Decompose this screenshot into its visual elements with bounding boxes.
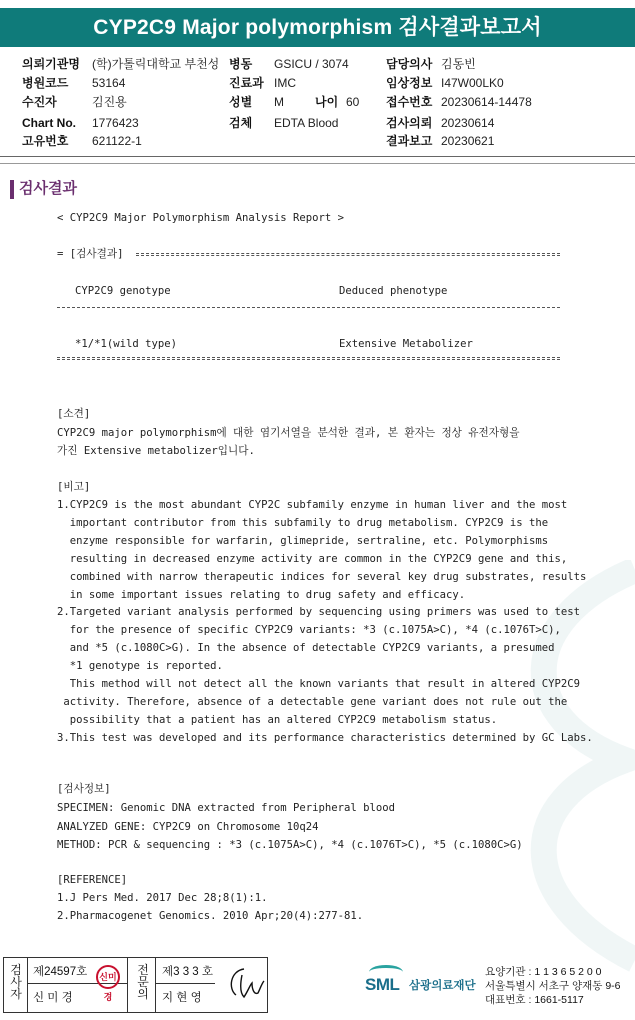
phenotype-value: Extensive Metabolizer bbox=[339, 338, 473, 350]
notes-line: important contributor from this subfamily to drug metabolism. CYP2C9 is the bbox=[57, 517, 549, 529]
clinical-info-value: I47W00LK0 bbox=[441, 76, 504, 90]
opinion-heading: [소견] bbox=[57, 408, 91, 420]
examiner-license: 제24597호 bbox=[33, 966, 88, 978]
notes-line: resulting in decreased enzyme activity are common in the CYP2C9 gene and this, bbox=[57, 553, 568, 565]
age-value: 60 bbox=[346, 95, 360, 109]
genotype-column-header: CYP2C9 genotype bbox=[75, 285, 171, 297]
receipt-no-label: 접수번호 bbox=[386, 95, 433, 109]
test-info-heading: [검사정보] bbox=[57, 783, 111, 795]
signature-divider bbox=[155, 957, 156, 1013]
notes-line: This method will not detect all the known variants that result in altered CYP2C9 bbox=[57, 678, 580, 690]
chart-no-value: 1776423 bbox=[92, 116, 139, 130]
institution-phone: 대표번호 : 1661-5117 bbox=[485, 994, 584, 1006]
examinee-value: 김진용 bbox=[92, 95, 127, 109]
organization-name: 삼광의료재단 bbox=[409, 980, 476, 992]
reference-line: 2.Pharmacogenet Genomics. 2010 Apr;20(4):277-81. bbox=[57, 910, 364, 922]
notes-line: for the presence of specific CYP2C9 variants: *3 (c.1075A>C), *4 (c.1076T>C), bbox=[57, 624, 561, 636]
notes-line: enzyme responsible for warfarin, glimepride, sertraline, etc. Polymorphisms bbox=[57, 535, 549, 547]
result-label: = [검사결과] bbox=[57, 248, 124, 260]
results-heading: 검사결과 bbox=[19, 180, 77, 197]
result-report-label: 결과보고 bbox=[386, 134, 433, 148]
notes-line: *1 genotype is reported. bbox=[57, 660, 223, 672]
notes-line: 1.CYP2C9 is the most abundant CYP2C subfamily enzyme in human liver and the most bbox=[57, 499, 568, 511]
notes-line: in some important issues relating to drug safety and efficacy. bbox=[57, 589, 466, 601]
hospital-code-label: 병원코드 bbox=[22, 76, 69, 90]
ward-label: 병동 bbox=[229, 57, 253, 71]
test-request-label: 검사의뢰 bbox=[386, 116, 433, 130]
reference-line: 1.J Pers Med. 2017 Dec 28;8(1):1. bbox=[57, 892, 268, 904]
reviewer-signature bbox=[222, 961, 266, 1005]
sml-logo-text: SML bbox=[365, 975, 400, 994]
requesting-institution-value: (학)가톨릭대학교 부천성 bbox=[92, 57, 220, 71]
report-title: CYP2C9 Major polymorphism 검사결과보고서 bbox=[0, 8, 635, 47]
reference-heading: [REFERENCE] bbox=[57, 874, 128, 886]
result-double-rule bbox=[136, 253, 560, 256]
sex-value: M bbox=[274, 95, 284, 109]
reviewer-name: 지 현 영 bbox=[162, 992, 202, 1004]
opinion-line: CYP2C9 major polymorphism에 대한 염기서열을 분석한 결과, 본 환자는 정상 유전자형을 bbox=[57, 427, 520, 439]
examiner-label bbox=[6, 964, 26, 1000]
sml-logo bbox=[365, 963, 485, 1003]
examiner-name: 신 미 경 bbox=[33, 992, 73, 1004]
receipt-no-value: 20230614-14478 bbox=[441, 95, 532, 109]
clinical-info-label: 임상정보 bbox=[386, 76, 433, 90]
notes-line: combined with narrow therapeutic indices for several key drug substrates, results bbox=[57, 571, 587, 583]
notes-line: 2.Targeted variant analysis performed by sequencing using primers was used to test bbox=[57, 606, 580, 618]
chart-no-label: Chart No. bbox=[22, 116, 76, 130]
signature-divider bbox=[27, 957, 28, 1013]
specimen-value: EDTA Blood bbox=[274, 116, 339, 130]
unique-no-label: 고유번호 bbox=[22, 134, 69, 148]
ward-value: GSICU / 3074 bbox=[274, 57, 349, 71]
notes-heading: [비고] bbox=[57, 481, 91, 493]
signature-divider bbox=[155, 983, 215, 984]
examinee-label: 수진자 bbox=[22, 95, 57, 109]
opinion-line: 가진 Extensive metabolizer입니다. bbox=[57, 445, 255, 457]
footer bbox=[0, 955, 635, 1020]
analysis-report-title: < CYP2C9 Major Polymorphism Analysis Report > bbox=[57, 212, 345, 224]
department-value: IMC bbox=[274, 76, 296, 90]
requesting-institution-label: 의뢰기관명 bbox=[22, 57, 80, 71]
result-report-value: 20230621 bbox=[441, 134, 495, 148]
physician-value: 김동빈 bbox=[441, 57, 476, 71]
signature-divider bbox=[127, 957, 128, 1013]
table-bottom-rule bbox=[57, 357, 560, 360]
examiner-label-text: 검사자 bbox=[10, 963, 22, 1001]
reviewer-label-text: 전문의 bbox=[137, 963, 149, 1001]
institution-address: 서울특별시 서초구 양재동 9-6 bbox=[485, 980, 621, 992]
notes-line: and *5 (c.1080C>G). In the absence of detectable CYP2C9 variants, a presumed bbox=[57, 642, 555, 654]
examiner-seal: 신미경 bbox=[96, 965, 120, 989]
institution-code: 요양기관 : 1 1 3 6 5 2 0 0 bbox=[485, 966, 602, 978]
unique-no-value: 621122-1 bbox=[92, 134, 142, 148]
age-label: 나이 bbox=[315, 95, 339, 109]
department-label: 진료과 bbox=[229, 76, 264, 90]
specimen-label: 검체 bbox=[229, 116, 253, 130]
sex-label: 성별 bbox=[229, 95, 253, 109]
physician-label: 담당의사 bbox=[386, 57, 433, 71]
notes-line: activity. Therefore, absence of a detectable gene variant does not rule out the bbox=[57, 696, 568, 708]
test-info-line: METHOD: PCR & sequencing : *3 (c.1075A>C), *4 (c.1076T>C), *5 (c.1080C>G) bbox=[57, 839, 523, 851]
reviewer-label bbox=[133, 964, 153, 1000]
notes-line: possibility that a patient has an altered CYP2C9 metabolism status. bbox=[57, 714, 498, 726]
test-request-value: 20230614 bbox=[441, 116, 495, 130]
table-header-rule bbox=[57, 307, 560, 308]
reviewer-license: 제3 3 3 호 bbox=[162, 966, 213, 978]
test-info-line: ANALYZED GENE: CYP2C9 on Chromosome 10q24 bbox=[57, 821, 319, 833]
genotype-value: *1/*1(wild type) bbox=[75, 338, 178, 350]
test-info-line: SPECIMEN: Genomic DNA extracted from Peripheral blood bbox=[57, 802, 396, 814]
phenotype-column-header: Deduced phenotype bbox=[339, 285, 448, 297]
hospital-code-value: 53164 bbox=[92, 76, 126, 90]
notes-line: 3.This test was developed and its performance characteristics determined by GC Labs. bbox=[57, 732, 593, 744]
